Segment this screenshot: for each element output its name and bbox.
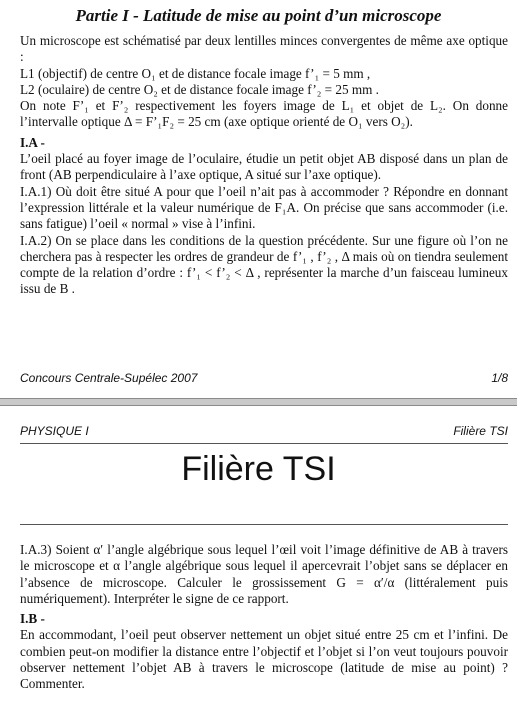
header-track: Filière TSI [453,424,508,438]
header-subject: PHYSIQUE I [20,424,89,438]
question-ia2: I.A.2) On se place dans les conditions de la question précédente. Sur une figure où l’on ne cherchera pas à respecter les ordres de grandeur de f’₁ , f’₂ , Δ mais où on tiendra seulement compte de la relation d’ordre : f’₁ < f’₂ < Δ , représenter la marche d’un faisceau lumineux issu de B . [20,232,508,297]
footer-page-number: 1/8 [491,371,508,385]
question-ia1: I.A.1) Où doit être situé A pour que l’oeil n’ait pas à accommoder ? Répondre en donnant l’expression littérale et la valeur numérique de F₁A. On précise que sans accommoder (i.e. sans fatigue) l’oeil « normal » vise à l’infini. [20,183,508,232]
part-title: Partie I - Latitude de mise au point d’un microscope [75,6,442,25]
section-ib-text: En accommodant, l’oeil peut observer nettement un objet situé entre 25 cm et l’infini. De combien peut-on modifier la distance entre l’objectif et l’objet si l’on veut toujours pouvoir observer nettement l’objet AB à travers le microscope (latitude de mise au point) ? Commenter. [20,627,508,692]
page-1-body [20,33,508,298]
page-2-body [20,542,508,693]
intro-paragraph: Un microscope est schématisé par deux lentilles minces convergentes de même axe optique : [20,33,508,65]
section-ia-intro: L’oeil placé au foyer image de l’oculaire, étudie un petit objet AB disposé dans un plan de front (AB perpendiculaire à l’axe optique, A situé sur l’axe optique). [20,151,508,183]
footer-contest: Concours Centrale-Supélec 2007 [20,371,198,385]
page-2 [0,406,517,720]
section-heading-ib: I.B - [20,611,45,627]
lens-l1-line: L1 (objectif) de centre O₁ et de distance focale image f’₁ = 5 mm , [20,65,371,81]
big-title: Filière TSI [181,450,336,488]
header-rule [20,443,508,444]
title-rule [20,524,508,525]
lens-l2-line: L2 (oculaire) de centre O₂ et de distance focale image f’₂ = 25 mm . [20,81,379,97]
section-heading-ia: I.A - [20,134,45,150]
notation-paragraph: On note F’₁ et F’₂ respectivement les foyers image de L₁ et objet de L₂. On donne l’intervalle optique Δ = F’₁F₂ = 25 cm (axe optique orienté de O₁ vers O₂). [20,98,508,130]
page-separator [0,398,517,406]
question-ia3: I.A.3) Soient α′ l’angle algébrique sous lequel l’œil voit l’image définitive de AB à travers le microscope et α l’angle algébrique sous lequel il apercevrait l’objet sans se déplacer en l’absence de microscope. Calculer le grossissement G = α′/α (littéralement puis numériquement). Interpréter le signe de ce rapport. [20,542,508,606]
